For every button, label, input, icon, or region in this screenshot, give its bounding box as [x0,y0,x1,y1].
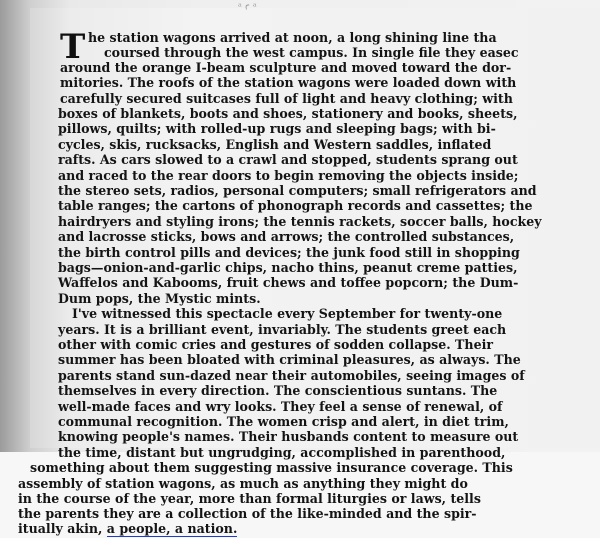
text-line: and lacrosse sticks, bows and arrows; the controlled substances, [58,229,515,244]
text-line: the parents they are a collection of the like-minded and the spir- [18,506,477,521]
text-line: other with comic cries and gestures of sodden collapse. Their [58,337,493,352]
text-line: knowing people's names. Their husbands content to measure out [58,429,519,444]
text-line: the time, distant but ungrudging, accomplished in parenthood, [58,445,506,460]
text-line: something about them suggesting massive insurance coverage. This [30,460,513,475]
text-line: parents stand sun-dazed near their automobiles, seeing images of [58,368,525,383]
text-line: mitories. The roofs of the station wagons were loaded down with [60,75,517,90]
text-line: table ranges; the cartons of phonograph records and cassettes; the [58,198,533,213]
text-line: summer has been bloated with criminal pleasures, as always. The [58,352,521,367]
text-line: well-made faces and wry looks. They feel a sense of renewal, of [58,399,503,414]
text-line: the birth control pills and devices; the junk food still in shopping [58,245,520,260]
text-line-last-start: itually akin, [18,521,107,536]
text-line: assembly of station wagons, as much as anything they might do [18,476,468,491]
text-line: I've witnessed this spectacle every September for twenty-one [72,306,503,321]
text-line: Dum pops, the Mystic mints. [58,291,261,306]
text-line: he station wagons arrived at noon, a long shining line tha [88,30,497,45]
text-line: years. It is a brilliant event, invariably. The students greet each [58,322,507,337]
text-line: and raced to the rear doors to begin removing the objects inside; [58,168,519,183]
text-line: bags—onion-and-garlic chips, nacho thins, peanut creme patties, [58,260,518,275]
page-corner-mark: ᵃ ꜥ ᵃ [238,2,257,13]
drop-cap-letter: T [60,27,86,67]
text-line: communal recognition. The women crisp and alert, in diet trim, [58,414,509,429]
text-line: cycles, skis, rucksacks, English and Western saddles, inflated [58,137,492,152]
text-line: hairdryers and styling irons; the tennis rackets, soccer balls, hockey [58,214,542,229]
text-line: pillows, quilts; with rolled-up rugs and sleeping bags; with bi- [58,121,496,136]
text-line: rafts. As cars slowed to a crawl and stopped, students sprang out [58,152,518,167]
text-line: coursed through the west campus. In single file they easec [104,45,519,60]
text-line: boxes of blankets, boots and shoes, stationery and books, sheets, [58,106,518,121]
text-line: in the course of the year, more than formal liturgies or laws, tells [18,491,481,506]
text-line-last [18,521,237,536]
text-line: carefully secured suitcases full of light and heavy clothing; with [60,91,513,106]
text-line: the stereo sets, radios, personal computers; small refrigerators and [58,183,537,198]
text-line: Waffelos and Kabooms, fruit chews and toffee popcorn; the Dum- [58,275,519,290]
underlined-phrase: a people, a nation. [106,521,238,536]
text-line: themselves in every direction. The conscientious suntans. The [58,383,498,398]
text-line: around the orange I-beam sculpture and moved toward the dor- [60,60,512,75]
